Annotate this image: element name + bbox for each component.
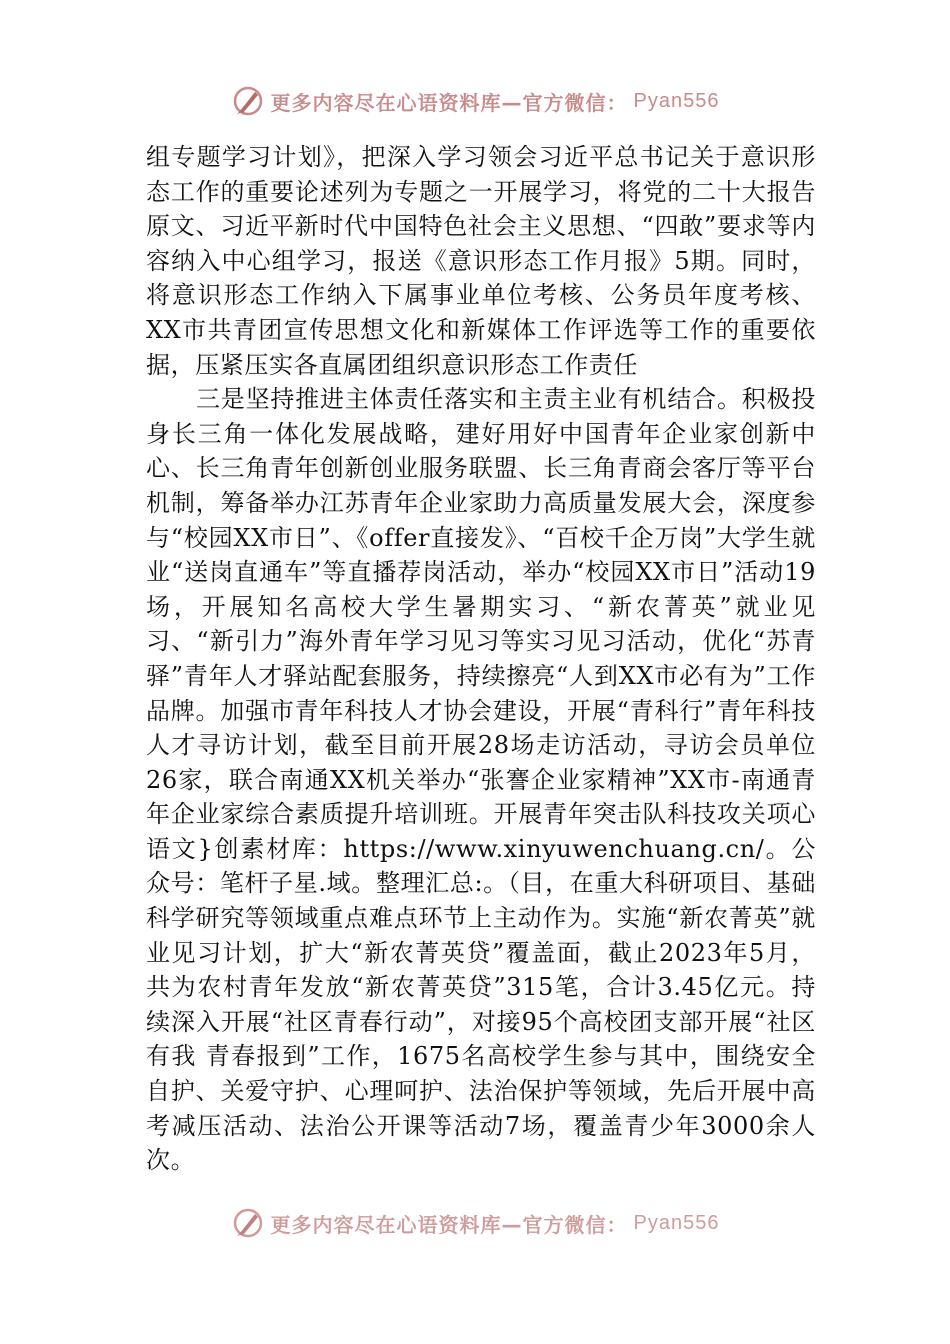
watermark-text: 更多内容尽在心语资料库—官方微信： xyxy=(270,90,628,115)
header-watermark xyxy=(0,84,950,118)
footer-watermark xyxy=(0,1206,950,1240)
watermark-wechat-id: Pyan556 xyxy=(633,89,720,112)
pen-circle-logo-icon xyxy=(231,1206,265,1240)
watermark-wechat-id: Pyan556 xyxy=(633,1211,720,1234)
document-body xyxy=(146,140,816,1178)
paragraph-2: 三是坚持推进主体责任落实和主责主业有机结合。积极投身长三角一体化发展战略，建好用好中国青年企业家创新中心、长三角青年创新创业服务联盟、长三角青商会客厅等平台机制，筹备举办江苏青年企业家助力高质量发展大会，深度参与“校园XX市日”、《offer直接发》、“百校千企万岗”大学生就业“送岗直通车”等直播荐岗活动，举办“校园XX市日”活动19场，开展知名高校大学生暑期实习、“新农菁英”就业见习、“新引力”海外青年学习见习等实习见习活动，优化“苏青驿”青年人才驿站配套服务，持续擦亮“人到XX市必有为”工作品牌。加强市青年科技人才协会建设，开展“青科行”青年科技人才寻访计划，截至目前开展28场走访活动，寻访会员单位26家，联合南通XX机关举办“张謇企业家精神”XX市-南通青年企业家综合素质提升培训班。开展青年突击队科技攻关项心语文}创素材库：https://www.xinyuwenchuang.cn/。公众号：笔杆子星.域。整理汇总:。（目，在重大科研项目、基础科学研究等领域重点难点环节上主动作为。实施“新农菁英”就业见习计划，扩大“新农菁英贷”覆盖面，截止2023年5月，共为农村青年发放“新农菁英贷”315笔，合计3.45亿元。持续深入开展“社区青春行动”，对接95个高校团支部开展“社区有我 青春报到”工作，1675名高校学生参与其中，围绕安全自护、关爱守护、心理呵护、法治保护等领域，先后开展中高考减压活动、法治公开课等活动7场，覆盖青少年3000余人次。 xyxy=(146,385,816,1175)
pen-circle-logo-icon xyxy=(231,84,265,118)
watermark-text: 更多内容尽在心语资料库—官方微信： xyxy=(270,1212,628,1237)
paragraph-1: 组专题学习计划》，把深入学习领会习近平总书记关于意识形态工作的重要论述列为专题之一开展学习，将党的二十大报告原文、习近平新时代中国特色社会主义思想、“四敢”要求等内容纳入中心组学习，报送《意识形态工作月报》5期。同时，将意识形态工作纳入下属事业单位考核、公务员年度考核、XX市共青团宣传思想文化和新媒体工作评选等工作的重要依据，压紧压实各直属团组织意识形态工作责任 xyxy=(146,143,816,379)
